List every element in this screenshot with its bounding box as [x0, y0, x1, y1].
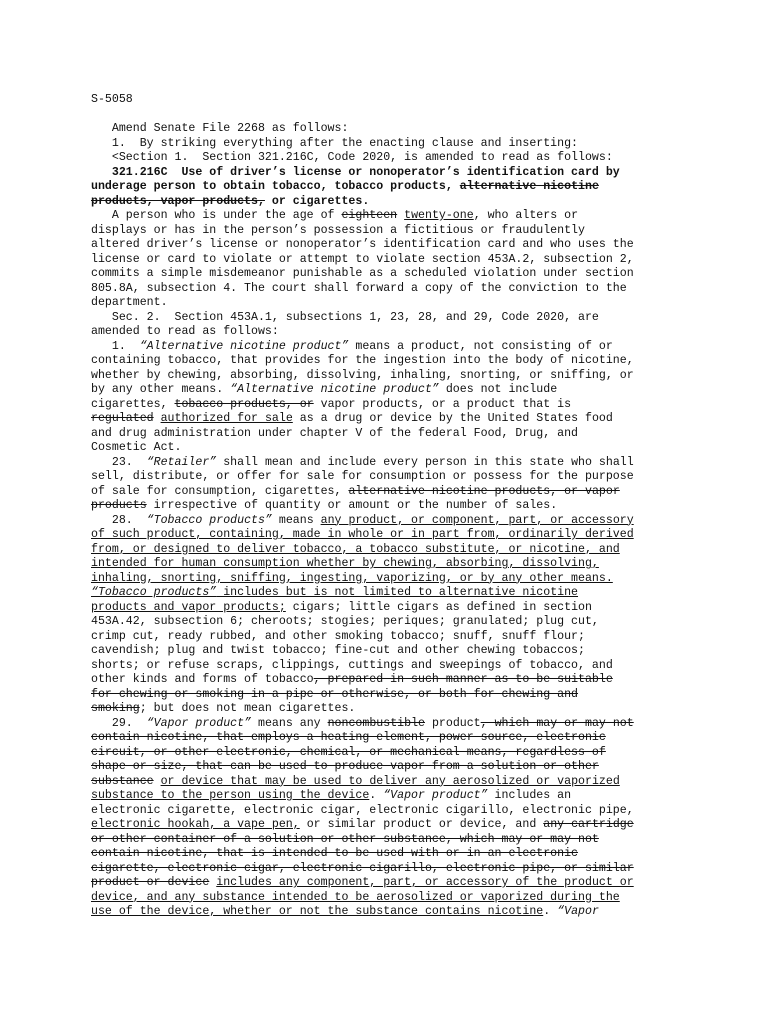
text-run: 28.	[91, 513, 147, 527]
deleted-text: alternative nicotine products, or vapor	[348, 484, 620, 498]
text-run: commits a simple misdemeanor punishable as a scheduled violation under section	[91, 267, 634, 280]
deleted-text: or other container of a solution or other substance, which may or may not	[91, 832, 599, 846]
text-run	[154, 412, 161, 425]
text-run: department.	[91, 296, 168, 309]
text-run: , who alters or	[473, 209, 579, 222]
document-id: S-5058	[91, 93, 133, 106]
text-run: of sale for consumption, cigarettes,	[91, 484, 349, 498]
text-line	[91, 122, 691, 137]
inserted-text: electronic hookah, a vape pen,	[91, 818, 300, 831]
text-line	[91, 224, 691, 239]
deleted-text: products	[91, 499, 147, 512]
text-run: .	[543, 905, 558, 918]
text-line	[91, 180, 691, 195]
text-line	[91, 891, 691, 906]
text-line	[91, 833, 691, 848]
text-run: 453A.42, subsection 6; cheroots; stogies; periques; granulated; plug cut,	[91, 615, 599, 628]
text-line	[91, 528, 691, 543]
text-run: whether by chewing, absorbing, dissolving, inhaling, snorting, or sniffing, or	[91, 368, 634, 382]
text-line	[91, 688, 691, 703]
text-run: 805.8A, subsection 4. The court shall forward a copy of the conviction to the	[91, 281, 627, 295]
section-heading-text: or cigarettes.	[264, 194, 370, 208]
inserted-text: use of the device, whether or not the substance contains nicotine	[91, 905, 544, 918]
defined-term: “Tobacco products”	[146, 513, 272, 527]
inserted-text: includes any component, part, or accessory of the product or	[216, 876, 634, 889]
text-line	[91, 717, 691, 732]
text-line	[91, 499, 691, 514]
text-line	[91, 644, 691, 659]
text-line	[91, 775, 691, 790]
text-run: shorts; or refuse scraps, clippings, cuttings and sweepings of tobacco, and	[91, 658, 613, 672]
defined-term: “Alternative nicotine product”	[139, 339, 349, 353]
text-run: cigarettes,	[91, 397, 175, 411]
text-run: containing tobacco, that provides for the ingestion into the body of nicotine,	[91, 354, 634, 367]
inserted-text: products and vapor products;	[91, 600, 286, 614]
text-line	[91, 412, 691, 427]
text-line	[91, 586, 691, 601]
text-line	[91, 862, 691, 877]
text-line	[91, 325, 691, 340]
amendment-body	[91, 122, 691, 920]
text-line	[91, 557, 691, 572]
text-line	[91, 485, 691, 500]
text-line	[91, 311, 691, 326]
text-line	[91, 630, 691, 645]
section-heading-text: underage person to obtain tobacco, tobacco products,	[91, 180, 460, 193]
text-line	[91, 296, 691, 311]
text-line	[91, 137, 691, 152]
defined-term: “Vapor product”	[146, 716, 252, 730]
text-run: A person who is under the age of	[91, 209, 342, 222]
text-line	[91, 673, 691, 688]
text-line	[91, 209, 691, 224]
text-run: ; but does not mean cigarettes.	[139, 702, 356, 715]
text-run: altered driver’s license or nonoperator’s identification card and who uses the	[91, 238, 634, 251]
deleted-text: alternative nicotine	[459, 180, 599, 193]
text-line	[91, 238, 691, 253]
text-run: license or card to violate or attempt to violate section 453A.2, subsection 2,	[91, 252, 634, 266]
text-line	[91, 369, 691, 384]
text-line	[91, 253, 691, 268]
text-line	[91, 427, 691, 442]
text-line	[91, 702, 691, 717]
inserted-text: device, and any substance intended to be aerosolized or vaporized during the	[91, 890, 620, 904]
deleted-text: regulated	[91, 412, 154, 425]
text-run: .	[369, 789, 384, 802]
deleted-text: shape or size, that can be used to produce vapor from a solution or other	[91, 760, 599, 773]
text-run: vapor products, or a product that is	[313, 397, 572, 411]
deleted-text: circuit, or other electronic, chemical, or mechanical means, regardless of	[91, 745, 606, 759]
text-line	[91, 746, 691, 761]
deleted-text: any cartridge	[543, 818, 634, 831]
deleted-text: contain nicotine, that is intended to be used with or in an electronic	[91, 847, 579, 860]
text-line	[91, 572, 691, 587]
inserted-text: includes but is not limited to alternative nicotine	[216, 586, 579, 599]
text-line	[91, 195, 691, 210]
inserted-text: substance to the person using the device	[91, 789, 370, 802]
text-run: <Section 1. Section 321.216C, Code 2020, is amended to read as follows:	[91, 151, 613, 164]
defined-term: “Alternative nicotine product”	[230, 383, 439, 396]
defined-term: “Vapor	[557, 905, 599, 918]
deleted-text: smoking	[91, 702, 140, 715]
text-run: irrespective of quantity or amount or the number of sales.	[146, 499, 558, 512]
inserted-text: of such product, containing, made in whole or in part from, ordinarily derived	[91, 528, 634, 541]
text-run: Amend Senate File 2268 as follows:	[91, 122, 349, 135]
text-run: or similar product or device, and	[299, 818, 544, 831]
text-line	[91, 151, 691, 166]
text-run: other kinds and forms of tobacco	[91, 673, 314, 686]
text-line	[91, 354, 691, 369]
text-run: 29.	[91, 716, 147, 730]
deleted-text: eighteen	[341, 209, 398, 222]
text-line	[91, 804, 691, 819]
defined-term: “Vapor product”	[383, 789, 488, 802]
text-line	[91, 659, 691, 674]
text-line	[91, 615, 691, 630]
bill-amendment-page	[91, 93, 691, 920]
deleted-text: , prepared in such manner as to be suitable	[313, 673, 613, 686]
inserted-text: twenty-one	[404, 209, 474, 222]
text-line	[91, 760, 691, 775]
text-line	[91, 340, 691, 355]
deleted-text: products, vapor products,	[91, 194, 265, 208]
inserted-text: inhaling, snorting, sniffing, ingesting, vaporizing, or by any other means.	[91, 571, 613, 585]
inserted-text: authorized for sale	[160, 412, 293, 425]
inserted-text: “Tobacco products”	[91, 586, 217, 599]
deleted-text: contain nicotine, that employs a heating element, power source, electronic	[91, 731, 606, 744]
text-run: product	[424, 716, 481, 730]
text-line	[91, 818, 691, 833]
text-line	[91, 601, 691, 616]
deleted-text: noncombustible	[327, 716, 425, 730]
text-run: cigars; little cigars as defined in section	[285, 600, 592, 614]
deleted-text: cigarette, electronic cigar, electronic cigarillo, electronic pipe, or similar	[91, 861, 634, 875]
inserted-text: from, or designed to deliver tobacco, a tobacco substitute, or nicotine, and	[91, 542, 620, 556]
text-line	[91, 876, 691, 891]
inserted-text: intended for human consumption whether by chewing, absorbing, dissolving,	[91, 557, 599, 570]
text-run: 1. By striking everything after the enacting clause and inserting:	[91, 136, 579, 150]
text-run: means any	[251, 716, 328, 730]
text-run: displays or has in the person’s possession a fictitious or fraudulently	[91, 223, 585, 237]
deleted-text: tobacco products, or	[174, 397, 314, 411]
text-run: shall mean and include every person in this state who shall	[216, 455, 634, 469]
deleted-text: substance	[91, 774, 154, 788]
text-line	[91, 543, 691, 558]
text-line	[91, 441, 691, 456]
text-line	[91, 383, 691, 398]
text-run: sell, distribute, or offer for sale for consumption or possess for the purpose	[91, 470, 634, 483]
blank-line	[91, 108, 691, 123]
text-line	[91, 166, 691, 181]
text-line	[91, 282, 691, 297]
text-run: electronic cigarette, electronic cigar, electronic cigarillo, electronic pipe,	[91, 803, 634, 817]
text-run: Sec. 2. Section 453A.1, subsections 1, 23, 28, and 29, Code 2020, are	[91, 310, 599, 324]
text-line	[91, 514, 691, 529]
text-run: Cosmetic Act.	[91, 441, 182, 454]
text-run: cavendish; plug and twist tobacco; fine-cut and other chewing tobaccos;	[91, 644, 585, 657]
text-line	[91, 731, 691, 746]
defined-term: “Retailer”	[146, 455, 217, 469]
inserted-text: any product, or component, part, or accessory	[320, 513, 634, 527]
text-line	[91, 847, 691, 862]
inserted-text: or device that may be used to deliver any aerosolized or vaporized	[160, 774, 620, 788]
text-run: and drug administration under chapter V of the federal Food, Drug, and	[91, 426, 579, 440]
text-run: amended to read as follows:	[91, 325, 279, 338]
text-run	[154, 775, 161, 788]
section-heading-text: 321.216C Use of driver’s license or nonoperator’s identification card by	[91, 165, 620, 179]
text-line	[91, 267, 691, 282]
text-line	[91, 398, 691, 413]
text-run: 23.	[91, 455, 147, 469]
deleted-text: , which may or may not	[480, 716, 634, 730]
text-run: crimp cut, ready rubbed, and other smoking tobacco; snuff, snuff flour;	[91, 629, 585, 643]
text-line	[91, 456, 691, 471]
text-run: does not include	[438, 383, 558, 396]
deleted-text: product or device	[91, 876, 210, 889]
text-line	[91, 905, 691, 920]
text-line	[91, 789, 691, 804]
text-run: means a product, not consisting of or	[348, 339, 613, 353]
deleted-text: for chewing or smoking in a pipe or otherwise, or both for chewing and	[91, 687, 579, 701]
text-run: 1.	[91, 339, 140, 353]
text-run: means	[271, 513, 321, 527]
text-line	[91, 470, 691, 485]
text-run: includes an	[487, 789, 572, 802]
text-run: as a drug or device by the United States food	[292, 412, 613, 425]
text-run: by any other means.	[91, 383, 231, 396]
